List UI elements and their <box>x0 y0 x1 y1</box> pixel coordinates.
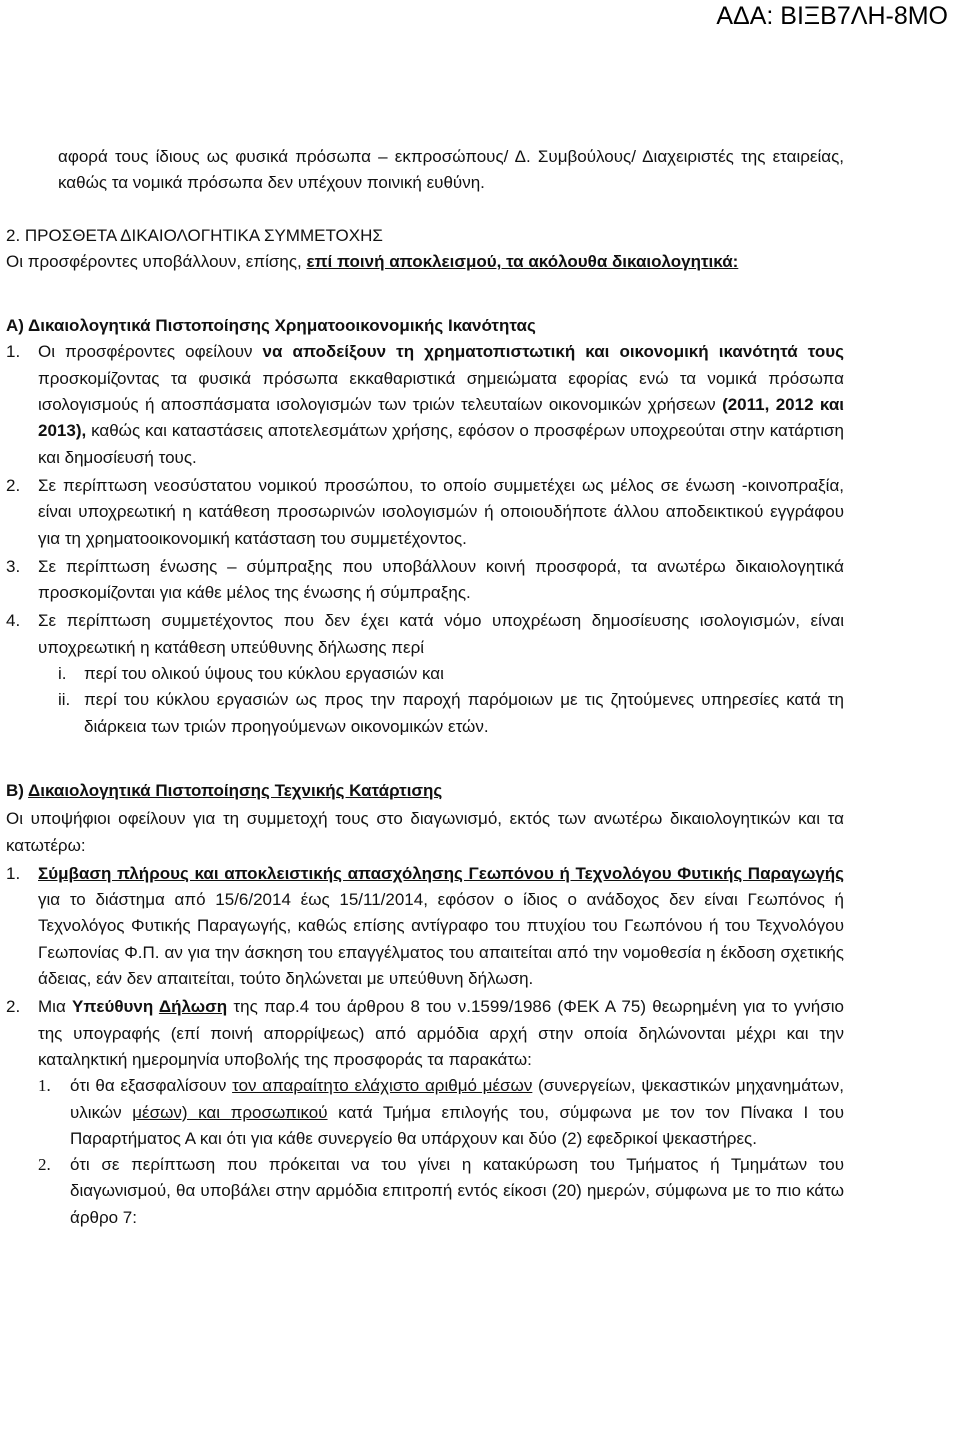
sectionA-item-1: 1. Οι προσφέροντες οφείλουν να αποδείξουν τη χρηματοπιστωτική και οικονομική ικανότητά τους προσκομίζοντας τα φυσικά πρόσωπα εκκαθαριστικά σημειώματα εφορίας ενώ τα νομικά πρόσωπα ισολογισμούς ή αποσπάσματα ισολογισμών των τριών τελευταίων οικονομικών χρήσεων (2011, 2012 και 2013), καθώς και καταστάσεις αποτελεσμάτων χρήσης, εφόσον ο προσφέρων υποχρεούται στην κατάρτιση και δημοσίευσή τους. <box>6 342 844 467</box>
sectionA-item-4-sub-ii: ii. περί του κύκλου εργασιών ως προς την παροχή παρόμοιων με τις ζητούμενες υπηρεσίες κατά τη διάρκεια των τριών προηγούμενων οικονομικών ετών. <box>58 690 844 736</box>
sectionB-item-2-sub-2: 2. ότι σε περίπτωση που πρόκειται να του γίνει η κατακύρωση του Τμήματος ή Τμημάτων του διαγωνισμού, θα υποβάλει στην αρμόδια επιτροπή εντός είκοσι (20) ημερών, σύμφωνα με το πιο κάτω άρθρο 7: <box>38 1155 844 1227</box>
sectionA-item-4: 4. Σε περίπτωση συμμετέχοντος που δεν έχει κατά νόμο υποχρέωση δημοσίευσης ισολογισμών, είναι υποχρεωτική η κατάθεση υπεύθυνης δήλωσης περί <box>6 611 844 657</box>
document-page <box>6 144 844 1231</box>
sectionB-item-2-sublist <box>6 1073 844 1231</box>
sectionB-lead: Οι υποψήφιοι οφείλουν για τη συμμετοχή τους στο διαγωνισμό, εκτός των ανωτέρω δικαιολογητικών και τα κατωτέρω: <box>6 809 844 855</box>
section2-lead: Οι προσφέροντες υποβάλλουν, επίσης, επί ποινή αποκλεισμού, τα ακόλουθα δικαιολογητικά: <box>6 251 739 271</box>
sectionA-item-4-sub-i: i. περί του ολικού ύψους του κύκλου εργασιών και <box>58 664 444 684</box>
section2-title: 2. ΠΡΟΣΘΕΤΑ ΔΙΚΑΙΟΛΟΓΗΤΙΚΑ ΣΥΜΜΕΤΟΧΗΣ <box>6 225 383 245</box>
intro-paragraph: αφορά τους ίδιους ως φυσικά πρόσωπα – εκπροσώπους/ Δ. Συμβούλους/ Διαχειριστές της εταιρείας, καθώς τα νομικά πρόσωπα δεν υπέχουν ποινική ευθύνη. <box>58 147 844 193</box>
section2-lead-emphasis: επί ποινή αποκλεισμού, τα ακόλουθα δικαιολογητικά: <box>306 251 739 271</box>
sectionB-heading: Β) Δικαιολογητικά Πιστοποίησης Τεχνικής Κατάρτισης <box>6 780 443 800</box>
sectionB-item-2-sub-1: 1. ότι θα εξασφαλίσουν τον απαραίτητο ελάχιστο αριθμό μέσων (συνεργείων, ψεκαστικών μηχανημάτων, υλικών μέσων) και προσωπικού κατά Τμήμα επιλογής του, σύμφωνα με τον τον Πίνακα Ι του Παραρτήματος Α και ότι για κάθε συνεργείο θα υπάρχουν και δύο (2) εφεδρικοί ψεκαστήρες. <box>38 1076 845 1148</box>
sectionA-heading: Α) Δικαιολογητικά Πιστοποίησης Χρηματοοικονομικής Ικανότητας <box>6 316 536 336</box>
ada-code: ΑΔΑ: ΒΙΞΒ7ΛΗ-8ΜΟ <box>716 2 948 30</box>
sectionA-item-3: 3. Σε περίπτωση ένωσης – σύμπραξης που υποβάλλουν κοινή προσφορά, τα ανωτέρω δικαιολογητικά προσκομίζονται για κάθε μέλος της ένωσης ή σύμπραξης. <box>6 556 844 603</box>
sectionB-item-1: 1. Σύμβαση πλήρους και αποκλειστικής απασχόλησης Γεωπόνου ή Τεχνολόγου Φυτικής Παραγωγής για το διάστημα από 15/6/2014 έως 15/11/2014, εφόσον ο ίδιος ο ανάδοχος δεν είναι Γεωπόνος ή Τεχνολόγος Φυτικής Παραγωγής, καθώς επίσης αντίγραφο του πτυχίου του Γεωπόνου ή του Τεχνολόγου Γεωπονίας Φ.Π. αν για την άσκηση του επαγγέλματος του απαιτείται από την νομοθεσία η έκδοση σχετικής άδειας, εάν δεν απαιτείται, τούτο δηλώνεται με υπεύθυνη δήλωση. <box>6 863 844 989</box>
sectionA-item-2: 2. Σε περίπτωση νεοσύστατου νομικού προσώπου, το οποίο συμμετέχει ως μέλος σε ένωση -κοινοπραξία, είναι υποχρεωτική η κατάθεση προσωρινών ισολογισμών ή οποιουδήποτε άλλου αποδεικτικού εγγράφου για τη χρηματοοικονομική κατάσταση του συμμετέχοντος. <box>6 475 844 548</box>
sectionB-item-2: 2. Μια Υπεύθυνη Δήλωση της παρ.4 του άρθρου 8 του ν.1599/1986 (ΦΕΚ Α 75) θεωρημένη για το γνήσιο της υπογραφής (επί ποινή απορρίψεως) από αρμόδια αρχή στην οποία δηλώνονται μέχρι και την καταληκτική ημερομηνία υποβολής της προσφοράς τα παρακάτω: <box>6 997 844 1069</box>
